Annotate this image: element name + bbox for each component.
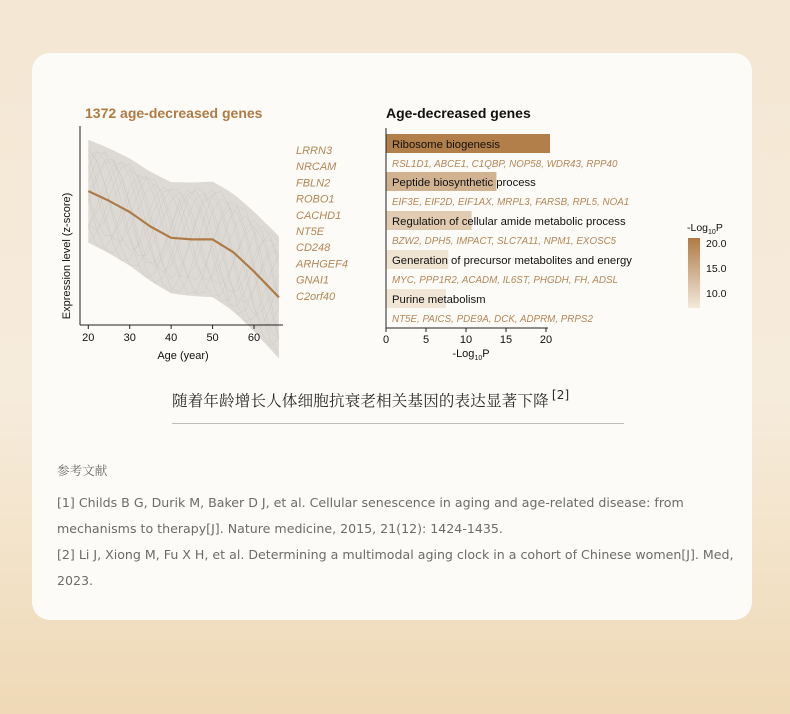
- gene-label: FBLN2: [296, 177, 331, 190]
- x-tick-label: 15: [499, 334, 513, 346]
- color-legend: [687, 222, 727, 308]
- x-tick-label: 0: [382, 334, 390, 346]
- bar-chart-plot-area: [383, 128, 632, 346]
- reference-item: [1] Childs B G, Durik M, Baker D J, et al. Cellular senescence in aging and age-related disease: from mechanisms to therapy[J]. Nature medicine, 2015, 21(12): 1424-1435.: [57, 495, 684, 536]
- bar-gene-list: RSL1D1, ABCE1, C1QBP, NOP58, WDR43, RPP40: [392, 159, 618, 170]
- x-tick-label: 10: [459, 334, 473, 346]
- gene-label: ROBO1: [296, 193, 335, 206]
- bar-gene-list: MYC, PPP1R2, ACADM, IL6ST, PHGDH, FH, ADSL: [392, 275, 618, 286]
- line-chart: [50, 96, 350, 376]
- bar-category-label: Generation of precursor metabolites and energy: [392, 255, 632, 267]
- bar-category-label: Purine metabolism: [392, 294, 486, 306]
- bar-gene-list: BZW2, DPH5, IMPACT, SLC7A11, NPM1, EXOSC5: [392, 236, 617, 247]
- bar-chart: [376, 96, 756, 371]
- x-tick-label: 60: [247, 332, 261, 344]
- legend-tick-label: 15.0: [706, 263, 727, 275]
- x-tick-label: 40: [165, 332, 178, 344]
- gene-label: ARHGEF4: [296, 258, 348, 271]
- legend-title: -Log$_{10}$P: [687, 222, 723, 236]
- gene-label: LRRN3: [296, 145, 333, 157]
- legend-tick-label: 20.0: [706, 238, 727, 250]
- line-chart-plot-area: [80, 126, 283, 358]
- line-chart-ylabel: Expression level (z-score): [61, 192, 73, 320]
- gene-label: C2orf40: [296, 290, 336, 303]
- bar-chart-title: Age-decreased genes: [386, 105, 531, 121]
- gene-label: CACHD1: [296, 209, 342, 222]
- line-chart-title: 1372 age-decreased genes: [85, 105, 263, 121]
- gene-label: CD248: [296, 242, 331, 255]
- bar-category-label: Peptide biosynthetic process: [392, 177, 536, 189]
- bar-chart-xlabel: -Log$_{10}$P: [452, 348, 490, 362]
- x-tick-label: 30: [123, 332, 136, 344]
- gene-label-list: [295, 145, 348, 303]
- reference-item: [2] Li J, Xiong M, Fu X H, et al. Determining a multimodal aging clock in a cohort of Chinese women[J]. Med, 2023.: [57, 547, 734, 588]
- bar-category-label: Regulation of cellular amide metabolic process: [392, 216, 626, 228]
- x-tick-label: 50: [206, 332, 219, 344]
- legend-color-bar: [688, 238, 700, 308]
- bar-gene-list: NT5E, PAICS, PDE9A, DCK, ADPRM, PRPS2: [392, 314, 593, 325]
- caption-reference: [2]: [551, 388, 570, 402]
- bar-category-label: Ribosome biogenesis: [392, 139, 501, 151]
- x-tick-label: 20: [82, 332, 95, 344]
- caption-text: 随着年龄增长人体细胞抗衰老相关基因的表达显著下降: [172, 392, 549, 410]
- x-tick-label: 20: [539, 334, 553, 346]
- references: [57, 458, 737, 594]
- caption-underline: [172, 423, 624, 424]
- gene-label: GNAI1: [296, 274, 330, 287]
- references-title: 参考文献: [57, 463, 108, 478]
- gene-label: NRCAM: [296, 161, 337, 174]
- figure-caption: [172, 388, 624, 411]
- line-chart-xlabel: Age (year): [157, 350, 209, 362]
- x-tick-label: 5: [422, 334, 430, 346]
- bar-gene-list: EIF3E, EIF2D, EIF1AX, MRPL3, FARSB, RPL5, NOA1: [392, 197, 630, 208]
- legend-tick-label: 10.0: [706, 288, 727, 300]
- gene-label: NT5E: [296, 226, 325, 238]
